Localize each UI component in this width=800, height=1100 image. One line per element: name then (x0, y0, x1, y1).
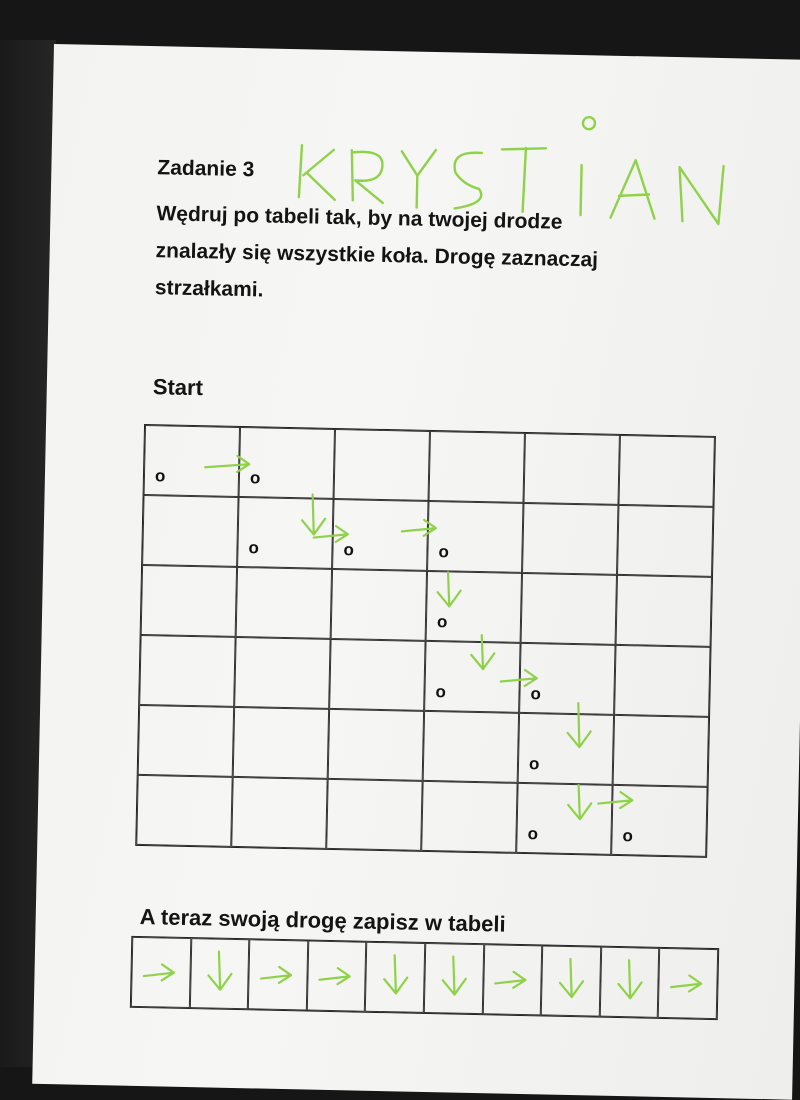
circle-mark: o (622, 826, 634, 846)
answer-cell (189, 938, 249, 1009)
grid-cell (233, 707, 329, 779)
grid-cell (329, 639, 425, 711)
grid-cell (237, 497, 333, 569)
answer-cell (541, 945, 601, 1016)
handwritten-name-glyph (299, 145, 336, 200)
circle-mark: o (249, 468, 261, 488)
circle-mark: o (527, 824, 539, 844)
handwritten-name-glyph (678, 165, 723, 224)
answer-cell (658, 948, 718, 1019)
handwritten-name-glyph (501, 147, 546, 212)
grid-cell (239, 427, 335, 499)
grid-cell (521, 573, 617, 645)
exercise-title: Zadanie 3 (157, 156, 255, 182)
handwritten-name-glyph (351, 150, 384, 203)
instruction-line: Wędruj po tabeli tak, by na twojej drodze (156, 202, 563, 234)
circle-mark: o (438, 542, 450, 562)
circle-mark: o (343, 540, 355, 560)
grid-cell (523, 433, 619, 505)
answer-table (130, 936, 719, 1020)
grid-cell (426, 571, 522, 643)
circle-mark: o (248, 538, 260, 558)
grid-cell (144, 425, 240, 497)
grid-cell (141, 565, 237, 637)
grid-cell (236, 567, 332, 639)
grid-cell (334, 429, 430, 501)
instruction-line: strzałkami. (154, 276, 264, 302)
circle-mark: o (436, 612, 448, 632)
grid-cell (136, 775, 232, 847)
grid-cell (616, 575, 712, 647)
answer-cell (131, 937, 191, 1008)
maze-grid (135, 424, 716, 858)
grid-cell (618, 435, 714, 507)
grid-cell (231, 777, 327, 849)
grid-cell (429, 431, 525, 503)
grid-cell (617, 505, 713, 577)
instruction-line: znalazły się wszystkie koła. Drogę zaznaczaj (155, 239, 599, 272)
grid-cell (518, 713, 614, 785)
grid-cell (142, 495, 238, 567)
grid-cell (613, 715, 709, 787)
answer-cell (482, 944, 542, 1015)
circle-mark: o (528, 754, 540, 774)
grid-cell (614, 645, 710, 717)
circle-mark: o (530, 684, 542, 704)
grid-cell (328, 709, 424, 781)
handwritten-name-glyph (454, 152, 482, 209)
circle-mark: o (154, 466, 166, 486)
grid-cell (421, 781, 517, 853)
worksheet-page (32, 44, 800, 1100)
grid-cell (423, 711, 519, 783)
start-label: Start (152, 374, 204, 401)
grid-cell (516, 783, 612, 855)
answer-cell (365, 942, 425, 1013)
grid-cell (139, 635, 235, 707)
answer-cell (248, 939, 308, 1010)
grid-cell (138, 705, 234, 777)
answer-prompt: A teraz swoją drogę zapisz w tabeli (139, 903, 506, 937)
handwritten-name-glyph (401, 149, 436, 208)
grid-cell (424, 641, 520, 713)
handwritten-name-glyph (610, 160, 655, 219)
grid-cell (522, 503, 618, 575)
handwritten-name-glyph (581, 117, 596, 215)
answer-cell (307, 941, 367, 1012)
answer-cell (424, 943, 484, 1014)
grid-cell (331, 569, 427, 641)
answer-cell (600, 947, 660, 1018)
grid-cell (611, 785, 707, 857)
grid-cell (519, 643, 615, 715)
grid-cell (326, 779, 422, 851)
circle-mark: o (435, 682, 447, 702)
grid-cell (427, 501, 523, 573)
grid-cell (234, 637, 330, 709)
grid-cell (332, 499, 428, 571)
